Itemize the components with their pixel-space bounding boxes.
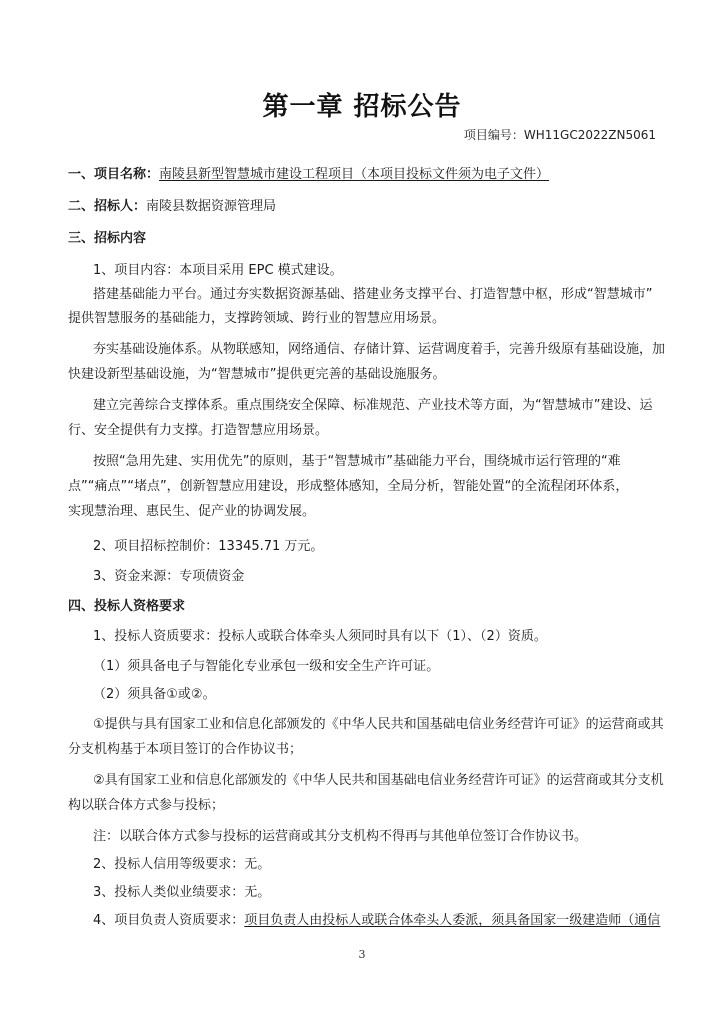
qualification-req-1: 1、投标人资质要求：投标人或联合体牵头人须同时具有以下（1）、（2）资质。 [93, 629, 547, 644]
paragraph-line: 实现慧治理、惠民生、促产业的协调发展。 [68, 504, 316, 519]
tender-item-1: 1、项目内容：本项目采用 EPC 模式建设。 [93, 263, 343, 278]
tenderer-label: 二、招标人： [68, 199, 147, 214]
project-name-line [68, 166, 660, 184]
paragraph-line: ②具有国家工业和信息化部颁发的《中华人民共和国基础电信业务经营许可证》的运营商或其分支机 [93, 773, 664, 788]
paragraph-line: 提供智慧服务的基础能力，支撑跨领域、跨行业的智慧应用场景。 [68, 311, 446, 326]
section-heading-tender-content: 三、招标内容 [68, 231, 147, 246]
paragraph-line: 夯实基础设施体系。从物联感知，网络通信、存储计算、运营调度着手，完善升级原有基础设施，加 [93, 342, 666, 357]
tender-item-2: 2、项目招标控制价：13345.71 万元。 [93, 539, 324, 554]
qualification-req-2: 2、投标人信用等级要求：无。 [93, 857, 271, 872]
section-heading-qualifications: 四、投标人资格要求 [68, 599, 186, 614]
tenderer-value: 南陵县数据资源管理局 [146, 199, 277, 214]
paragraph-line: 点”“痛点”“堵点”，创新智慧应用建设，形成整体感知，全局分析，智能处置“的全流程闭环体系， [68, 479, 629, 494]
req4-label: 4、项目负责人资质要求： [93, 913, 245, 928]
req4-value: 项目负责人由投标人或联合体牵头人委派，须具备国家一级建造师（通信 [244, 913, 661, 928]
qualification-req-3: 3、投标人类似业绩要求：无。 [93, 885, 271, 900]
qualification-req-1b: （2）须具备①或②。 [93, 687, 216, 702]
paragraph-line: 搭建基础能力平台。通过夯实数据资源基础、搭建业务支撑平台、打造智慧中枢，形成“智慧城市” [93, 287, 653, 302]
note-line: 注：以联合体方式参与投标的运营商或其分支机构不得再与其他单位签订合作协议书。 [93, 829, 588, 844]
project-number: 项目编号：WH11GC2022ZN5061 [463, 128, 656, 142]
paragraph-line: 按照“急用先建、实用优先”的原则，基于“智慧城市”基础能力平台，围绕城市运行管理的“难 [93, 454, 621, 469]
paragraph-line: 分支机构基于本项目签订的合作协议书； [68, 742, 303, 757]
project-name-value: 南陵县新型智慧城市建设工程项目（本项目投标文件须为电子文件） [159, 167, 550, 182]
page-title: 第一章 招标公告 [262, 92, 462, 122]
paragraph-line: 快建设新型基础设施，为“智慧城市”提供更完善的基础设施服务。 [68, 367, 446, 382]
paragraph-line: ①提供与具有国家工业和信息化部颁发的《中华人民共和国基础电信业务经营许可证》的运营商或其 [93, 717, 664, 732]
page-number: 3 [358, 948, 366, 961]
qualification-req-4 [93, 912, 660, 930]
paragraph-line: 行、安全提供有力支撑。打造智慧应用场景。 [68, 423, 329, 438]
tenderer-line [68, 198, 660, 216]
qualification-req-1a: （1）须具备电子与智能化专业承包一级和安全生产许可证。 [93, 659, 440, 674]
tender-item-3: 3、资金来源：专项债资金 [93, 569, 245, 584]
paragraph-line: 建立完善综合支撑体系。重点围绕安全保障、标准规范、产业技术等方面，为“智慧城市”建设、运 [93, 398, 653, 413]
project-name-label: 一、项目名称： [68, 167, 160, 182]
paragraph-line: 构以联合体方式参与投标； [68, 798, 225, 813]
